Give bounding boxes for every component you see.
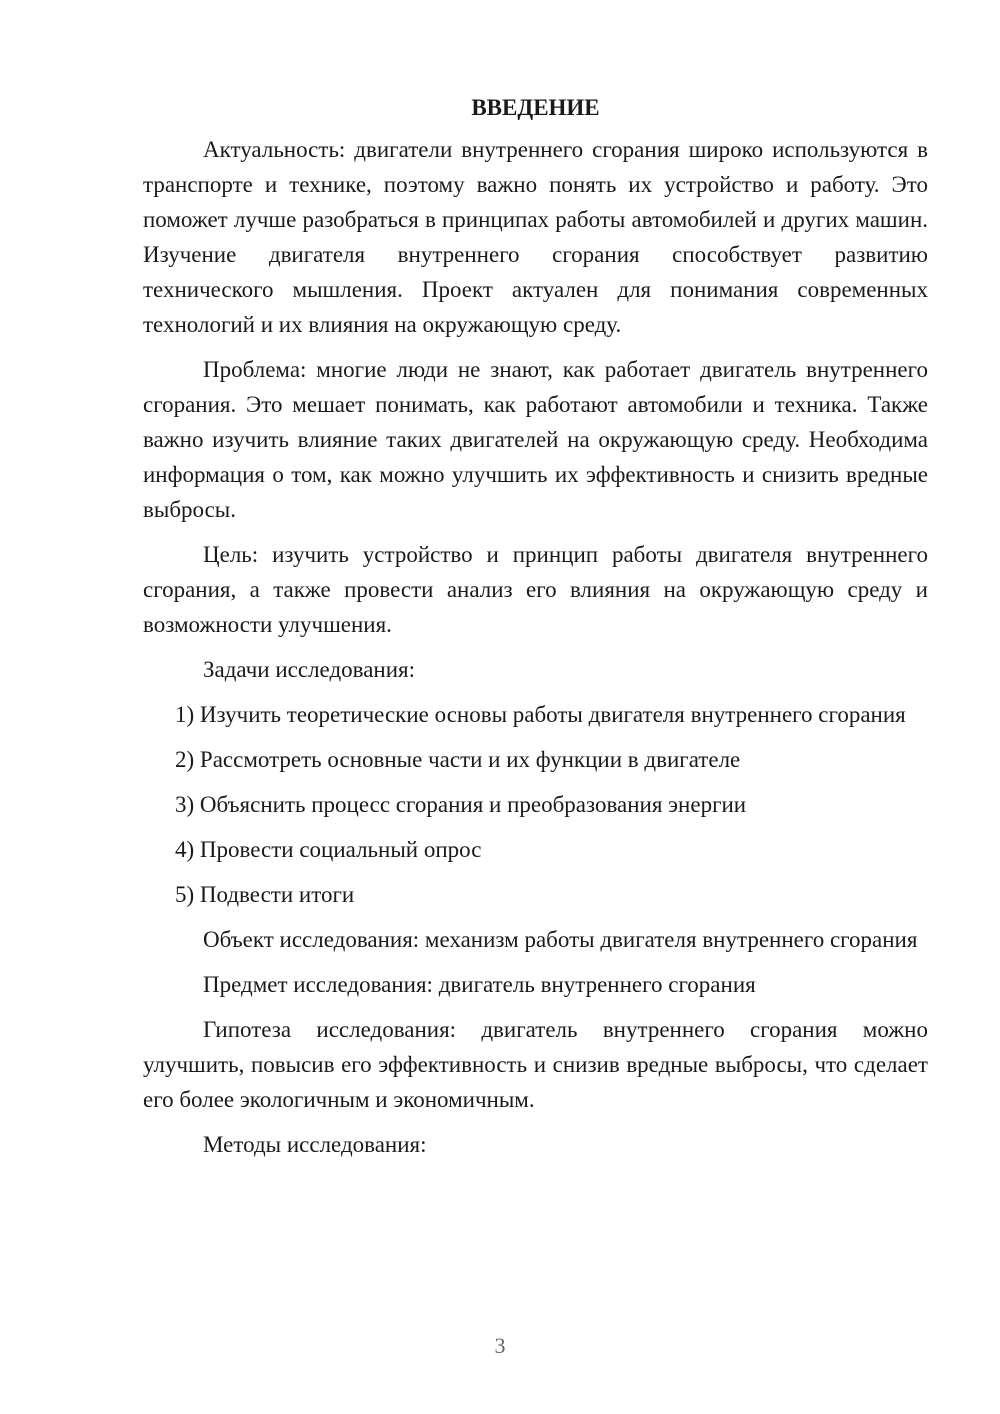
section-title: ВВЕДЕНИЕ (471, 95, 600, 120)
document-page (143, 90, 928, 1172)
paragraph-subject: Предмет исследования: двигатель внутреннего сгорания (203, 972, 756, 997)
task-item-5: 5) Подвести итоги (175, 882, 355, 907)
paragraph-problem: Проблема: многие люди не знают, как работает двигатель внутреннего сгорания. Это мешает понимать, как работают автомобили и техника. Также важно изучить влияние таких двигателей на окружающую среду. Необходима информация о том, как можно улучшить их эффективность и снизить вредные выбросы. (143, 357, 928, 522)
paragraph-relevance: Актуальность: двигатели внутреннего сгорания широко используются в транспорте и технике, поэтому важно понять их устройство и работу. Это поможет лучше разобраться в принципах работы автомобилей и других машин. Изучение двигателя внутреннего сгорания способствует развитию технического мышления. Проект актуален для понимания современных технологий и их влияния на окружающую среду. (143, 137, 928, 337)
paragraph-goal: Цель: изучить устройство и принцип работы двигателя внутреннего сгорания, а также провести анализ его влияния на окружающую среду и возможности улучшения. (143, 542, 928, 637)
paragraph-hypothesis: Гипотеза исследования: двигатель внутреннего сгорания можно улучшить, повысив его эффективность и снизив вредные выбросы, что сделает его более экологичным и экономичным. (143, 1017, 928, 1112)
paragraph-object: Объект исследования: механизм работы двигателя внутреннего сгорания (203, 927, 918, 952)
paragraph-tasks-heading: Задачи исследования: (203, 657, 416, 682)
task-item-2: 2) Рассмотреть основные части и их функции в двигателе (175, 747, 741, 772)
task-item-1: 1) Изучить теоретические основы работы двигателя внутреннего сгорания (175, 702, 906, 727)
task-item-3: 3) Объяснить процесс сгорания и преобразования энергии (175, 792, 747, 817)
page-number: 3 (494, 1333, 506, 1358)
paragraph-methods: Методы исследования: (203, 1132, 427, 1157)
task-item-4: 4) Провести социальный опрос (175, 837, 482, 862)
